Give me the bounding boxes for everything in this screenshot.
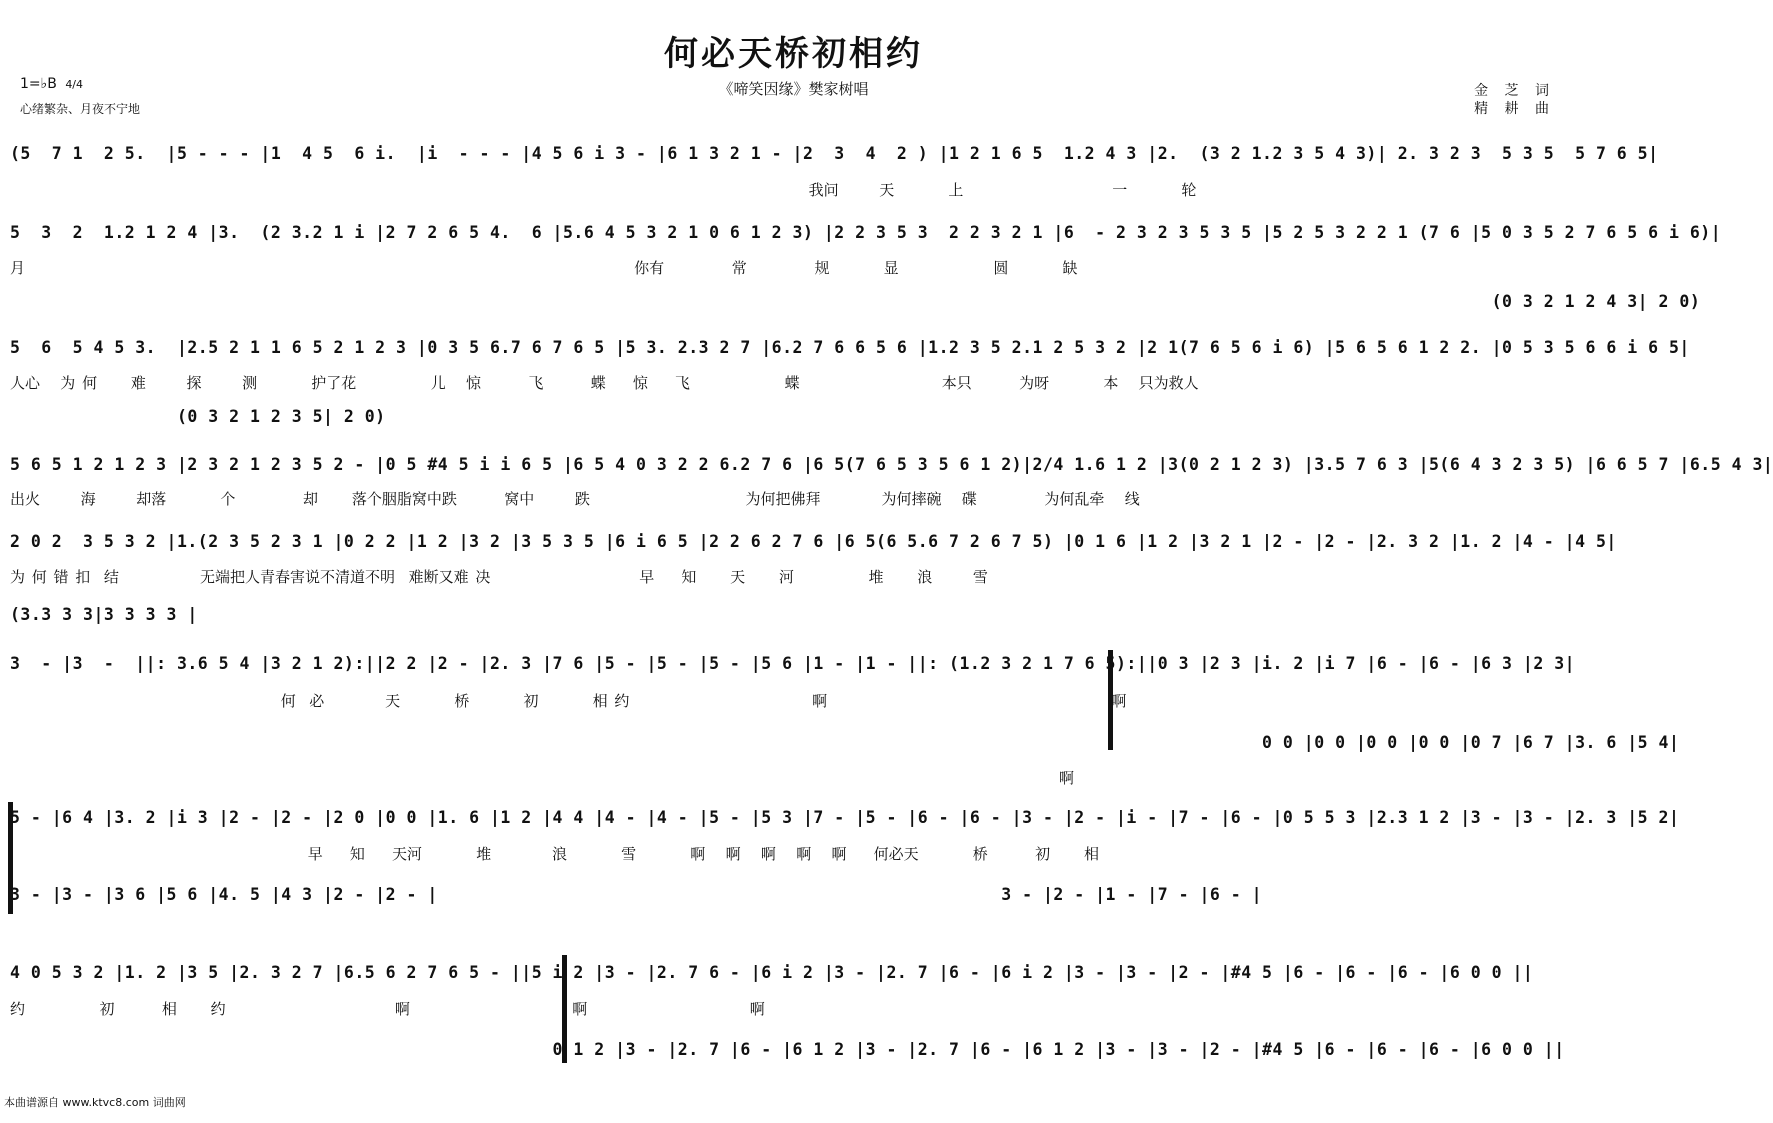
score-row-13-lyrics: 约 初 相 约 啊 啊 啊 — [10, 1000, 765, 1018]
score-row-6-notes: 5 6 5 1 2 1 2 3 |2 3 2 1 2 3 5 2 - |0 5 #4 5 i i 6 5 |6 5 4 0 3 2 2 6.2 7 6 |6 5(7 6 5 3 5 6 1 2)|2/4 1.6 1 2 |3(0 2 1 2 3) |3.5 7 6 3 |5(6 4 3 2 3 5) |6 6 5 7 |6.5 4 3| — [10, 455, 1773, 474]
time-signature: 4/4 — [65, 78, 84, 91]
mood-text: 心绪繁杂、月夜不宁地 — [20, 102, 141, 116]
page-title: 何必天桥初相约 — [664, 34, 923, 74]
source-footer: 本曲谱源自 www.ktvc8.com 词曲网 — [4, 1096, 186, 1109]
score-row-1-lyrics: 我问 天 上 一 轮 — [10, 181, 1197, 199]
score-row-3-notes: (0 3 2 1 2 4 3| 2 0) — [10, 292, 1701, 311]
score-row-2-notes: 5 3 2 1.2 1 2 4 |3. (2 3.2 1 i |2 7 2 6 5 4. 6 |5.6 4 5 3 2 1 0 6 1 2 3) |2 2 3 5 3 2 2 3 2 1 |6 - 2 3 2 3 5 3 5 |5 2 5 3 2 2 1 (7 6 |5 0 3 5 2 7 6 5 6 i 6)| — [10, 223, 1722, 242]
score-row-7-notes: 2 0 2 3 5 3 2 |1.(2 3 5 2 3 1 |0 2 2 |1 2 |3 2 |3 5 3 5 |6 i 6 5 |2 2 6 2 7 6 |6 5(6 5.6 7 2 6 7 5) |0 1 6 |1 2 |3 2 1 |2 - |2 - |2. 3 2 |1. 2 |4 - |4 5| — [10, 532, 1617, 551]
key-signature — [20, 76, 83, 92]
key-text: 1=♭B — [20, 76, 57, 92]
score-row-9-lyrics: 何 必 天 桥 初 相 约 啊 啊 — [10, 692, 1127, 710]
score-row-11-notes: 5 - |6 4 |3. 2 |i 3 |2 - |2 - |2 0 |0 0 |1. 6 |1 2 |4 4 |4 - |4 - |5 - |5 3 |7 - |5 - |6 - |6 - |3 - |2 - |i - |7 - |6 - |0 5 5 3 |2.3 1 2 |3 - |3 - |2. 3 |5 2| — [10, 808, 1680, 827]
subtitle: 《啼笑因缘》樊家树唱 — [718, 80, 869, 98]
score-row-4-lyrics: 人心 为 何 难 探 测 护了花 儿 惊 飞 蝶 惊 飞 蝶 本只 为呀 本 只为救人 — [10, 374, 1199, 392]
score-row-8-notes: (3.3 3 3|3 3 3 3 | — [10, 605, 198, 624]
score-row-7-lyrics: 为 何 错 扣 结 无端把人青春害说不清道不明 难断又难 决 早 知 天 河 堆 浪 雪 — [10, 568, 988, 586]
score-row-2-lyrics: 月 你有 常 规 显 圆 缺 — [10, 259, 1078, 277]
score-row-4-notes: 5 6 5 4 5 3. |2.5 2 1 1 6 5 2 1 2 3 |0 3 5 6.7 6 7 6 5 |5 3. 2.3 2 7 |6.2 7 6 6 5 6 |1.2 3 5 2.1 2 5 3 2 |2 1(7 6 5 6 i 6) |5 6 5 6 1 2 2. |0 5 3 5 6 6 i 6 5| — [10, 338, 1690, 357]
score-row-6-lyrics: 出火 海 却落 个 却 落个胭脂窝中跌 窝中 跌 为何把佛拜 为何摔碗 碟 为何乱牵 线 — [10, 490, 1140, 508]
score-row-11-lyrics: 早 知 天河 堆 浪 雪 啊 啊 啊 啊 啊 何必天 桥 初 相 — [10, 845, 1099, 863]
score-row-1-notes: (5 7 1 2 5. |5 - - - |1 4 5 6 i. |i - - - |4 5 6 i 3 - |6 1 3 2 1 - |2 3 4 2 ) |1 2 1 6 5 1.2 4 3 |2. (3 2 1.2 3 5 4 3)| 2. 3 2 3 5 3 5 5 7 6 5| — [10, 144, 1659, 163]
composer: 精 耕 曲 — [1474, 101, 1555, 117]
score-row-10-notes: 0 0 |0 0 |0 0 |0 0 |0 7 |6 7 |3. 6 |5 4| — [10, 733, 1680, 752]
score-row-10-lyrics: 啊 — [10, 769, 1075, 787]
score-row-5-notes: (0 3 2 1 2 3 5| 2 0) — [10, 407, 386, 426]
score-row-12-notes: 3 - |3 - |3 6 |5 6 |4. 5 |4 3 |2 - |2 - | 3 - |2 - |1 - |7 - |6 - | — [10, 885, 1263, 904]
score-row-14-notes: 0 1 2 |3 - |2. 7 |6 - |6 1 2 |3 - |2. 7 |6 - |6 1 2 |3 - |3 - |2 - |#4 5 |6 - |6 - |6 - |6 0 0 || — [10, 1040, 1565, 1059]
lyricist: 金 芝 词 — [1474, 83, 1555, 99]
score-row-9-notes: 3 - |3 - ||: 3.6 5 4 |3 2 1 2):||2 2 |2 - |2. 3 |7 6 |5 - |5 - |5 - |5 6 |1 - |1 - ||: (1.2 3 2 1 7 6 5):||0 3 |2 3 |i. 2 |i 7 |6 - |6 - |6 3 |2 3| — [10, 654, 1576, 673]
score-row-13-notes: 4 0 5 3 2 |1. 2 |3 5 |2. 3 2 7 |6.5 6 2 7 6 5 - ||5 i 2 |3 - |2. 7 6 - |6 i 2 |3 - |2. 7 |6 - |6 i 2 |3 - |3 - |2 - |#4 5 |6 - |6 - |6 - |6 0 0 || — [10, 963, 1534, 982]
